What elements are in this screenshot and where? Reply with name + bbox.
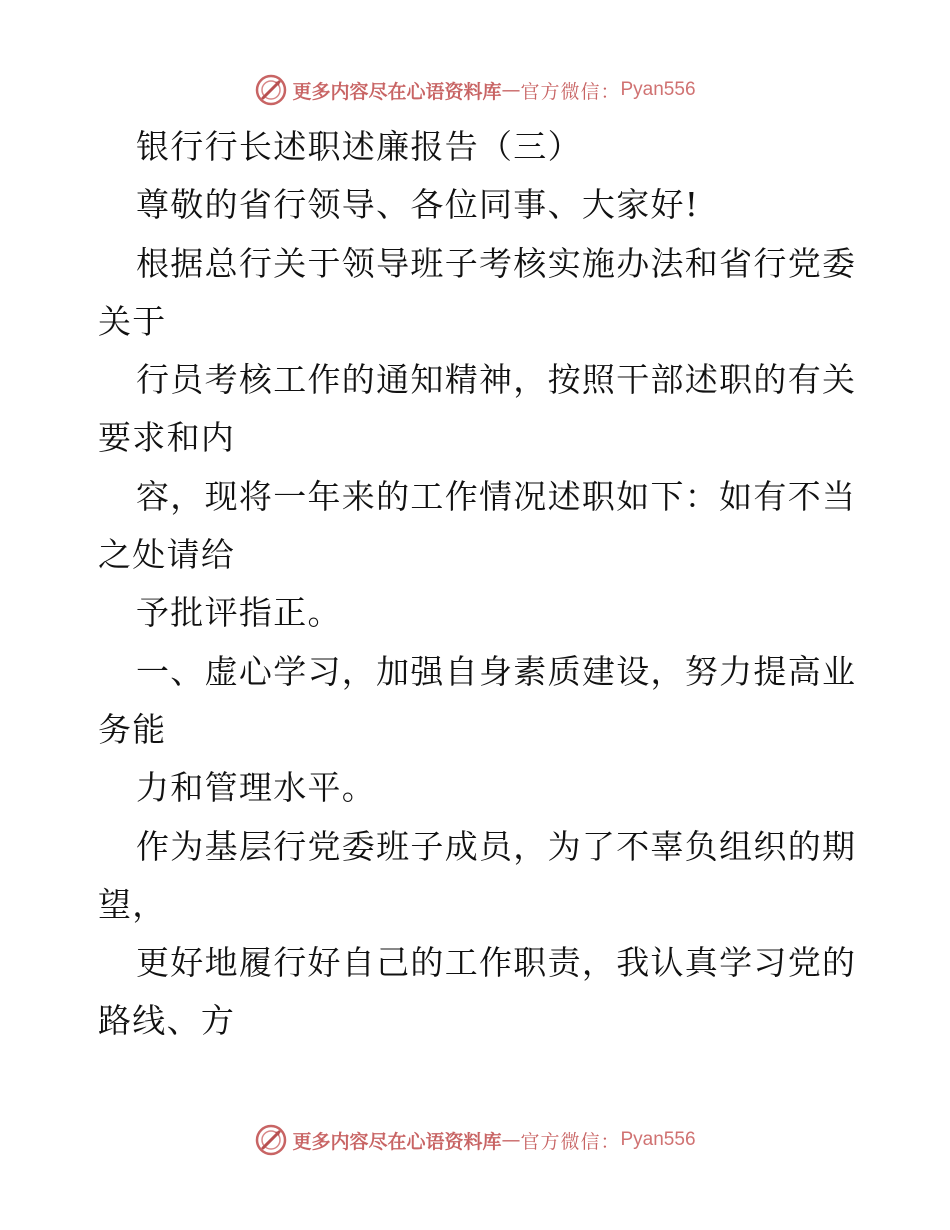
greeting-line: 尊敬的省行领导、各位同事、大家好! (136, 185, 700, 225)
body-line: 予批评指正。 (136, 593, 342, 633)
body-line: 关于 (98, 301, 167, 341)
footer-watermark (0, 1120, 950, 1160)
watermark-dash: — (501, 79, 521, 101)
watermark-wechat-id: Pyan556 (620, 1129, 696, 1150)
header-watermark (0, 70, 950, 110)
watermark-channel-text: 官方微信： (520, 80, 621, 103)
body-line: 望， (98, 884, 167, 924)
section-heading-line: 力和管理水平。 (136, 768, 377, 808)
brand-logo-icon (254, 1123, 288, 1157)
watermark-brand-text: 更多内容尽在心语资料库 (292, 80, 502, 103)
body-line: 要求和内 (98, 418, 236, 458)
body-line: 容，现将一年来的工作情况述职如下：如有不当 (136, 476, 857, 516)
body-line: 更好地履行好自己的工作职责，我认真学习党的 (136, 943, 857, 983)
body-line: 作为基层行党委班子成员，为了不辜负组织的期 (136, 826, 857, 866)
document-title: 银行行长述职述廉报告（三） (136, 127, 582, 166)
body-line: 路线、方 (98, 1001, 236, 1041)
section-heading-line: 一、虚心学习，加强自身素质建设，努力提高业 (136, 651, 857, 691)
watermark-dash: — (501, 1129, 521, 1151)
body-line: 根据总行关于领导班子考核实施办法和省行党委 (136, 243, 857, 283)
body-line: 行员考核工作的通知精神，按照干部述职的有关 (136, 360, 857, 400)
brand-logo-icon (254, 73, 288, 107)
watermark-channel-text: 官方微信： (520, 1130, 621, 1153)
watermark-wechat-id: Pyan556 (620, 79, 696, 100)
body-line: 之处请给 (98, 535, 236, 575)
watermark-brand-text: 更多内容尽在心语资料库 (292, 1130, 502, 1153)
document-body (98, 118, 858, 1051)
section-heading-line: 务能 (98, 709, 167, 749)
